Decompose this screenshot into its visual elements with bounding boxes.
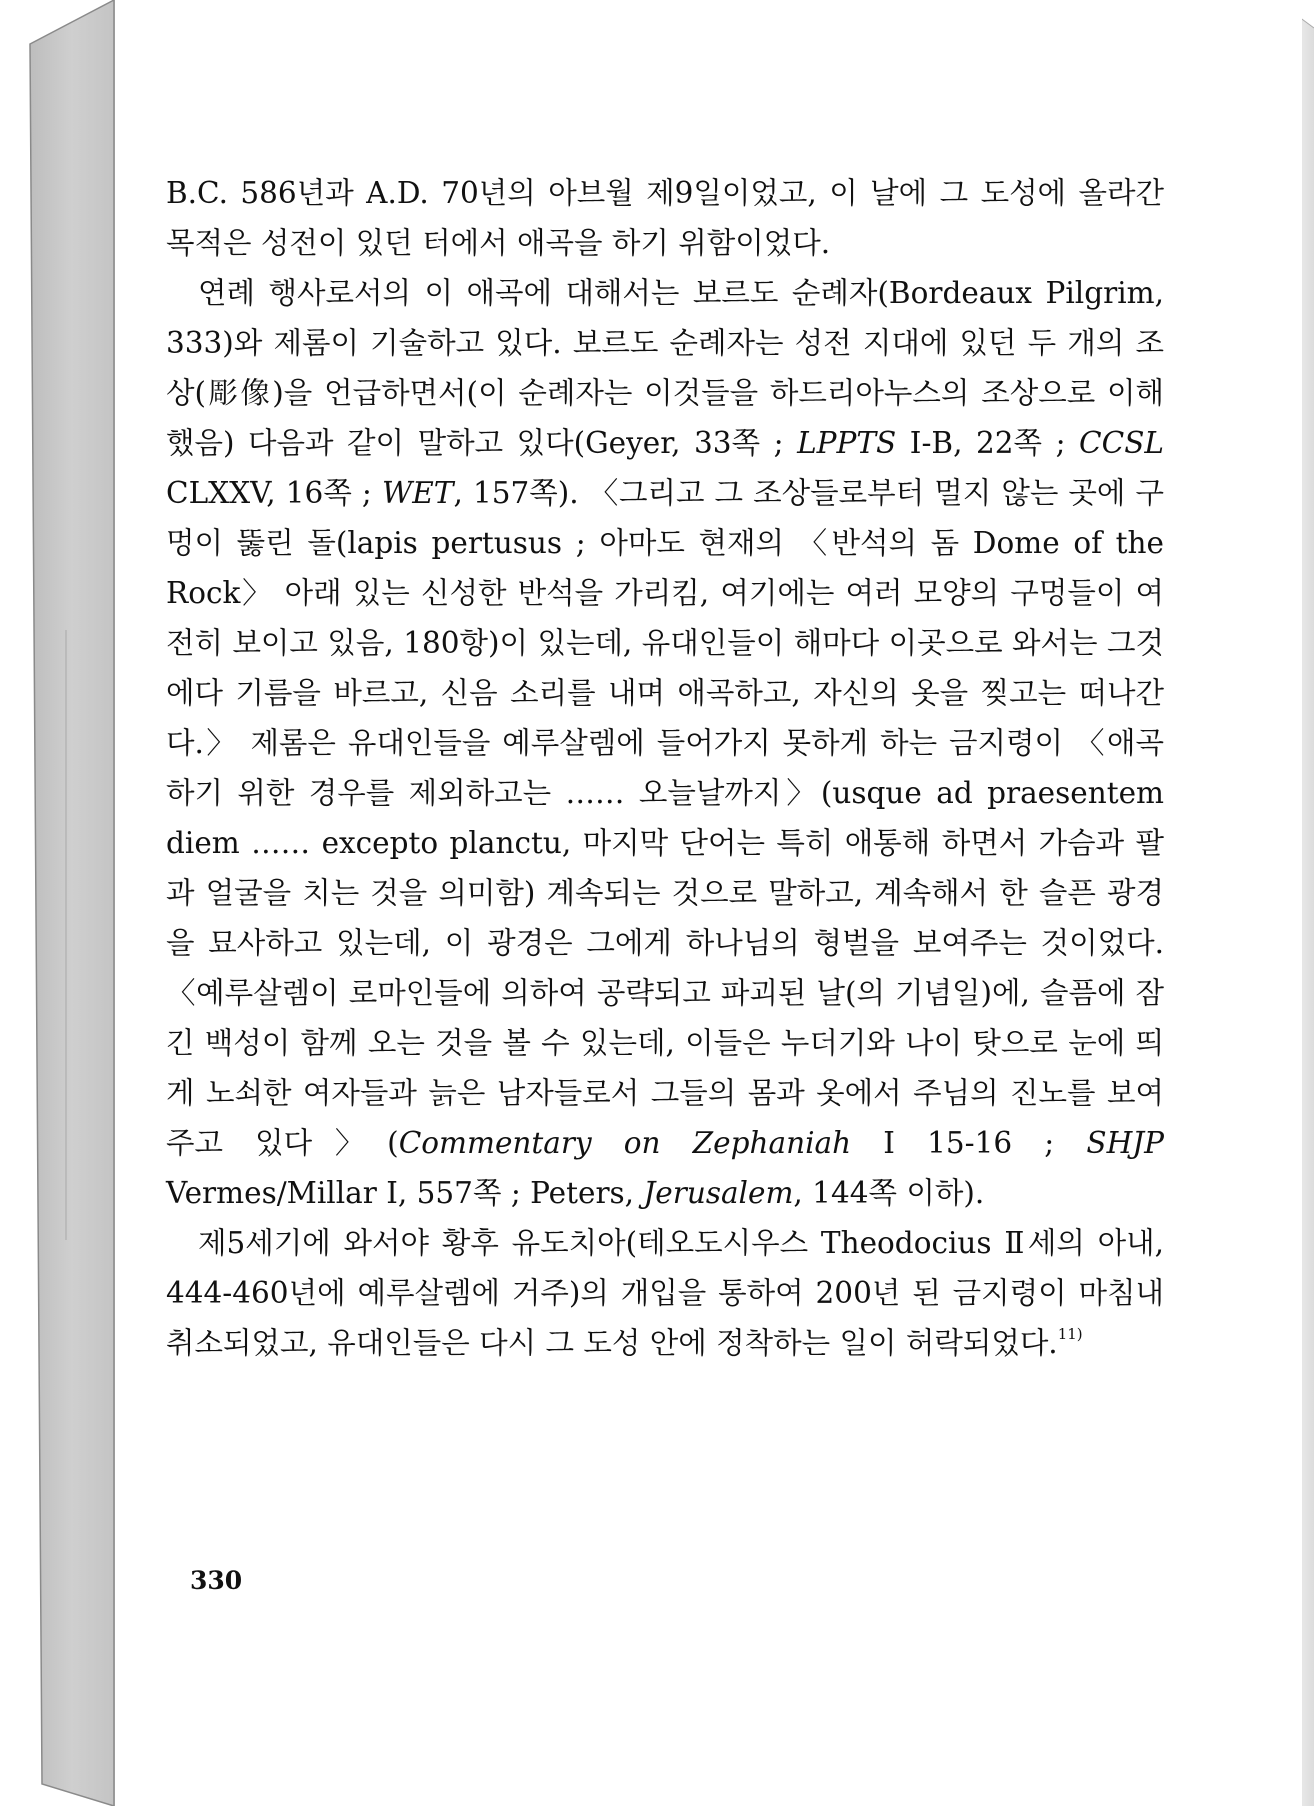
text-run: , 157쪽). 〈그리고 그 조상들로부터 멀지 않는 곳에 구멍이 뚫린 돌(lapis pertusus ; 아마도 현재의 〈반석의 돔 Dome of the Rock〉 아래 있는 신성한 반석을 가리킴, 여기에는 여러 모양의 구멍들이 여전히 보이고 있음, 180항)이 있는데, 유대인들이 해마다 이곳으로 와서는 그것에다 기름을 바르고, 신음 소리를 내며 애곡하고, 자신의 옷을 찢고는 떠나간다.〉 제롬은 유대인들을 예루살렘에 들어가지 못하게 하는 금지령이 〈애곡하기 위한 경우를 제외하고는 …… 오늘날까지〉(usque ad praesentem diem …… excepto planctu, 마지막 단어는 특히 애통해 하면서 가슴과 팔과 얼굴을 치는 것을 의미함) 계속되는 것으로 말하고, 계속해서 한 슬픈 광경을 묘사하고 있는데, 이 광경은 그에게 하나님의 형벌을 보여주는 것이었다. 〈예루살렘이 로마인들에 의하여 공략되고 파괴된 날(의 기념일)에, 슬픔에 잠긴 백성이 함께 오는 것을 볼 수 있는데, 이들은 누더기와 나이 탓으로 눈에 띄게 노쇠한 여자들과 늙은 남자들로서 그들의 몸과 옷에서 주님의 진노를 보여주고 있다〉( [166,476,1164,1160]
footnote-marker: 11) [1057,1325,1083,1343]
page-number: 330 [190,1566,243,1595]
paragraph [166,268,1164,1218]
italic-text-run: CCSL [1079,426,1164,460]
text-run: 연례 행사로서의 이 애곡에 대해서는 보르도 순례자(Bordeaux Pilgrim, 333)와 제롬이 기술하고 있다. 보르도 순례자는 성전 지대에 있던 두 개의 조상(彫像)을 언급하면서(이 순례자는 이것들을 하드리아누스의 조상으로 이해했음) 다음과 같이 말하고 있다(Geyer, 33쪽 ; [166,276,1164,460]
italic-text-run: Commentary on Zephaniah [398,1126,852,1160]
italic-text-run: Jerusalem [643,1176,794,1210]
italic-text-run: LPPTS [797,426,897,460]
text-run: I-B, 22쪽 ; [896,426,1080,460]
text-run: Vermes/Millar I, 557쪽 ; Peters, [166,1176,644,1210]
italic-text-run: SHJP [1086,1126,1164,1160]
text-run: 제5세기에 와서야 황후 유도치아(테오도시우스 Theodocius Ⅱ세의 아내, 444-460년에 예루살렘에 거주)의 개입을 통하여 200년 된 금지령이 마침내 취소되었고, 유대인들은 다시 그 도성 안에 정착하는 일이 허락되었다. [166,1226,1164,1360]
paragraph [166,1218,1164,1368]
text-run: B.C. 586년과 A.D. 70년의 아브월 제9일이었고, 이 날에 그 도성에 올라간 목적은 성전이 있던 터에서 애곡을 하기 위함이었다. [166,176,1164,260]
body-text [166,168,1164,1368]
paragraph [166,168,1164,268]
text-run: , 144쪽 이하). [793,1176,985,1210]
italic-text-run: WET [381,476,454,510]
text-run: CLXXV, 16쪽 ; [166,476,382,510]
text-run: I 15-16 ; [851,1126,1087,1160]
